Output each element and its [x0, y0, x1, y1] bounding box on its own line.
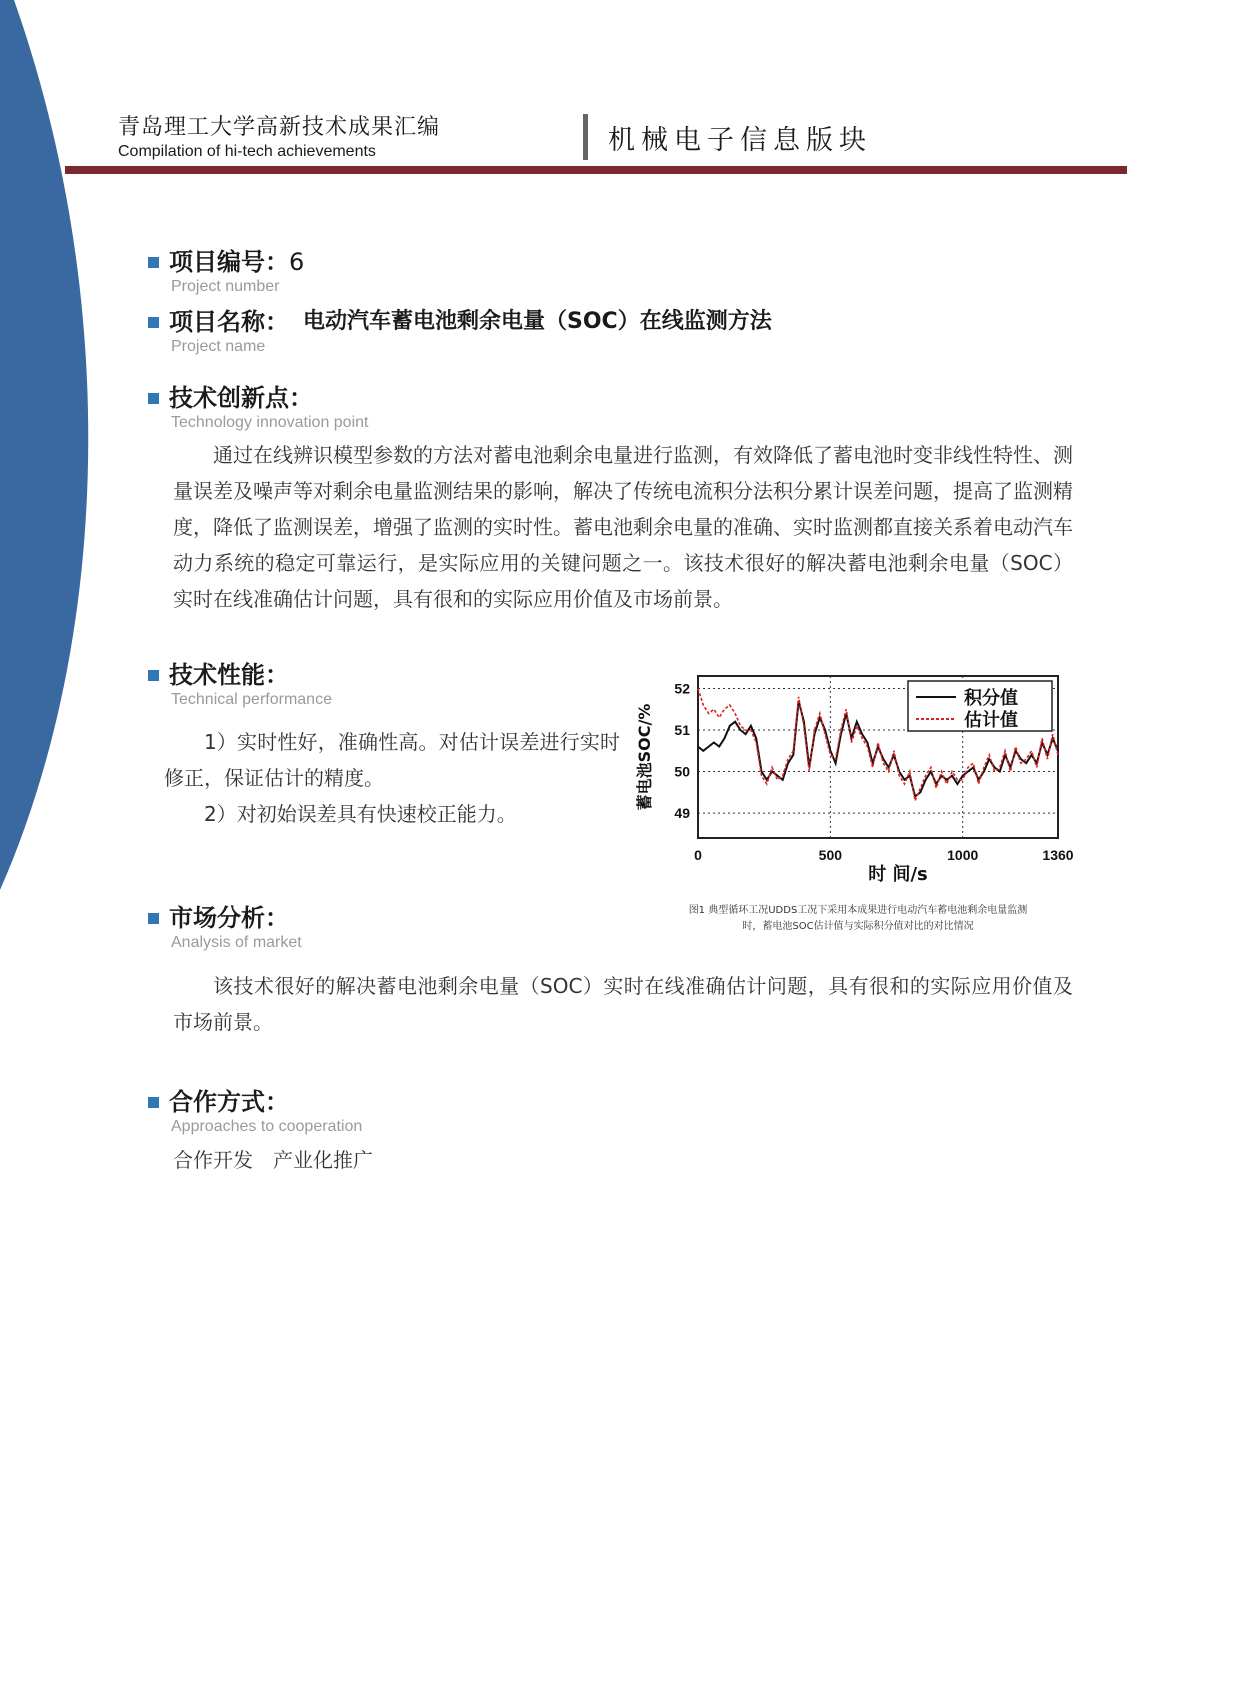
market-paragraph: 该技术很好的解决蓄电池剩余电量（SOC）实时在线准确估计问题，具有很和的实际应用价值及市场前景。	[173, 974, 1073, 1034]
header-section-title: 机械电子信息版块	[608, 125, 872, 156]
project-number-section	[148, 247, 304, 297]
legend-label: 估计值	[964, 710, 1018, 731]
y-axis-label: 蓄电池SOC/%	[635, 703, 654, 811]
performance-item-2: 2）对初始误差具有快速校正能力。	[204, 802, 517, 826]
innovation-en: Technology innovation point	[171, 414, 369, 431]
figure-caption-line-2: 时，蓄电池SOC估计值与实际积分值对比的对比情况	[742, 921, 974, 932]
bullet-square-icon	[148, 1097, 159, 1108]
figure-caption	[668, 903, 1048, 935]
performance-label: 技术性能：	[169, 661, 289, 689]
performance-en: Technical performance	[171, 691, 332, 708]
header-brand	[118, 114, 440, 162]
project-number-label: 项目编号：	[169, 248, 289, 276]
x-tick-label: 1360	[1042, 847, 1074, 863]
market-label: 市场分析：	[169, 904, 289, 932]
figure-caption-line-1: 图1 典型循环工况UDDS工况下采用本成果进行电动汽车蓄电池剩余电量监测	[688, 905, 1028, 916]
cooperation-en: Approaches to cooperation	[171, 1118, 363, 1135]
cooperation-label: 合作方式：	[169, 1088, 289, 1116]
y-tick-label: 52	[674, 680, 690, 697]
bullet-square-icon	[148, 393, 159, 404]
decorative-side-arc	[0, 0, 100, 900]
header-title-en: Compilation of hi-tech achievements	[118, 143, 376, 160]
project-name-en: Project name	[171, 338, 266, 355]
x-tick-label: 1000	[947, 847, 979, 863]
bullet-square-icon	[148, 257, 159, 268]
y-tick-label: 49	[674, 805, 690, 822]
innovation-section	[148, 383, 368, 433]
header-divider	[583, 114, 588, 160]
market-section	[148, 903, 302, 953]
bullet-square-icon	[148, 670, 159, 681]
project-name-label: 项目名称：	[169, 308, 289, 336]
innovation-label: 技术创新点：	[169, 384, 313, 412]
header-title-cn: 青岛理工大学高新技术成果汇编	[118, 115, 441, 140]
y-tick-label: 51	[674, 722, 690, 738]
bullet-square-icon	[148, 317, 159, 328]
header-rule	[65, 166, 1127, 174]
y-tick-label: 50	[674, 763, 690, 780]
project-name-section	[148, 307, 772, 357]
project-number-en: Project number	[171, 278, 280, 295]
cooperation-section	[148, 1087, 362, 1137]
performance-item-1: 1）实时性好，准确性高。对估计误差进行实时修正，保证估计的精度。	[164, 730, 620, 790]
market-en: Analysis of market	[171, 934, 302, 951]
bullet-square-icon	[148, 913, 159, 924]
project-name-value: 电动汽车蓄电池剩余电量（SOC）在线监测方法	[303, 309, 772, 334]
soc-chart	[628, 664, 1074, 894]
project-number-value: 6	[289, 248, 305, 276]
cooperation-text: 合作开发 产业化推广	[173, 1148, 373, 1172]
x-axis-label: 时 间/s	[868, 864, 928, 885]
x-tick-label: 500	[818, 847, 843, 863]
soc-chart-svg	[628, 664, 1074, 894]
x-tick-label: 0	[694, 847, 702, 863]
innovation-paragraph: 通过在线辨识模型参数的方法对蓄电池剩余电量进行监测，有效降低了蓄电池时变非线性特性、测量误差及噪声等对剩余电量监测结果的影响，解决了传统电流积分法积分累计误差问题，提高了监测精度，降低了监测误差，增强了监测的实时性。蓄电池剩余电量的准确、实时监测都直接关系着电动汽车动力系统的稳定可靠运行，是实际应用的关键问题之一。该技术很好的解决蓄电池剩余电量（SOC）实时在线准确估计问题，具有很和的实际应用价值及市场前景。	[173, 443, 1073, 611]
legend-label: 积分值	[964, 688, 1018, 709]
performance-section	[148, 660, 332, 710]
